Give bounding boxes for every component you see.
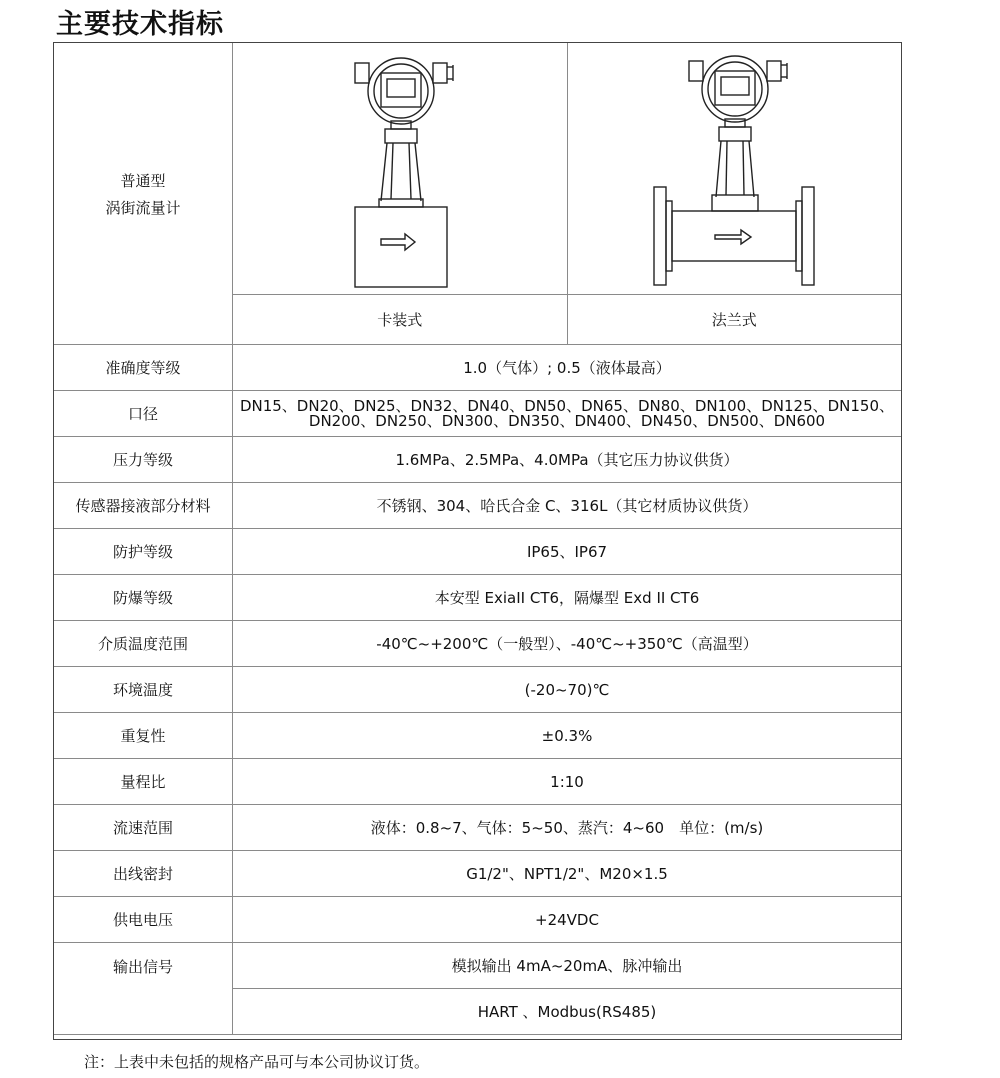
row-value-repeatability: ±0.3% [233,713,902,759]
row-value-pressure: 1.6MPa、2.5MPa、4.0MPa（其它压力协议供货） [233,437,902,483]
row-label-range-ratio: 量程比 [54,759,233,805]
row-value-power: +24VDC [233,897,902,943]
row-value-protection: IP65、IP67 [233,529,902,575]
row-value-range-ratio: 1:10 [233,759,902,805]
row-label-repeatability: 重复性 [54,713,233,759]
category-line2: 涡街流量计 [105,198,181,217]
category-line1: 普通型 [120,171,166,190]
category-cell [54,43,233,345]
row-label-flow-speed: 流速范围 [54,805,233,851]
row-label-material: 传感器接液部分材料 [54,483,233,529]
row-label-diameter: 口径 [54,391,233,437]
row-value-accuracy: 1.0（气体）; 0.5（液体最高） [233,345,902,391]
row-value-explosion: 本安型 ExiaII CT6，隔爆型 Exd II CT6 [233,575,902,621]
row-label-explosion: 防爆等级 [54,575,233,621]
row-value-flow-speed: 液体：0.8~7、气体：5~50、蒸汽：4~60 单位：(m/s) [233,805,902,851]
spec-table [53,42,902,1035]
row-label-medium-temp: 介质温度范围 [54,621,233,667]
row-label-protection: 防护等级 [54,529,233,575]
row-value-medium-temp: -40℃~+200℃（一般型）、-40℃~+350℃（高温型） [233,621,902,667]
page-title: 主要技术指标 [56,9,224,40]
row-label-cable-seal: 出线密封 [54,851,233,897]
row-label-accuracy: 准确度等级 [54,345,233,391]
row-value-ambient-temp: (-20~70)℃ [233,667,902,713]
row-label-pressure: 压力等级 [54,437,233,483]
row-value-output-digital: HART 、Modbus(RS485) [233,989,902,1035]
row-value-diameter [233,391,902,437]
variant-wafer-label: 卡装式 [233,295,568,345]
variant-flange-label: 法兰式 [567,295,902,345]
footer-note: 注：上表中未包括的规格产品可与本公司协议订货。 [84,1053,430,1071]
row-value-material: 不锈钢、304、哈氏合金 C、316L（其它材质协议供货） [233,483,902,529]
row-value-cable-seal: G1/2"、NPT1/2"、M20×1.5 [233,851,902,897]
wafer-type-drawing [325,49,475,289]
wafer-type-image-cell [233,43,568,295]
row-value-output-analog: 模拟输出 4mA~20mA、脉冲输出 [233,943,902,989]
row-label-output: 输出信号 [54,943,233,1035]
flange-type-image-cell [567,43,902,295]
flange-type-drawing [644,49,824,289]
diameter-line1: DN15、DN20、DN25、DN32、DN40、DN50、DN65、DN80、DN100、DN125、DN150、 [239,396,895,415]
row-label-power: 供电电压 [54,897,233,943]
diameter-line2: DN200、DN250、DN300、DN350、DN400、DN450、DN500、DN600 [308,411,826,430]
row-label-ambient-temp: 环境温度 [54,667,233,713]
